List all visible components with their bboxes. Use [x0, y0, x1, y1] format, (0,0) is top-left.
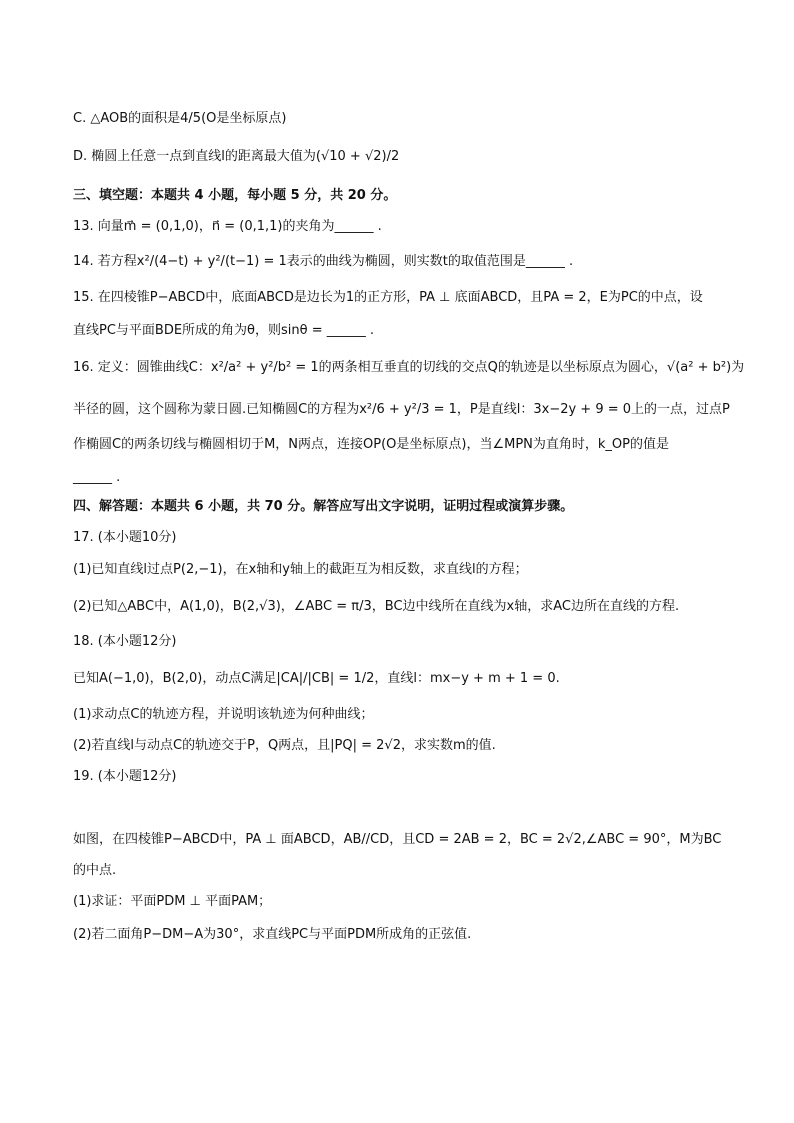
question-18-part-2: (2)若直线l与动点C的轨迹交于P，Q两点，且|PQ| = 2√2，求实数m的值.	[73, 738, 496, 753]
question-16-line-1: 16. 定义：圆锥曲线C：x²/a² + y²/b² = 1的两条相互垂直的切线的交点Q的轨迹是以坐标原点为圆心，√(a² + b²)为	[73, 360, 745, 375]
section-solutions: 四、解答题：本题共 6 小题，共 70 分。解答应写出文字说明，证明过程或演算步骤。	[73, 499, 574, 514]
option-d: D. 椭圆上任意一点到直线l的距离最大值为(√10 + √2)/2	[73, 149, 400, 164]
question-18-stem: 已知A(−1,0)，B(2,0)，动点C满足|CA|/|CB| = 1/2，直线l：mx−y + m + 1 = 0.	[73, 671, 560, 686]
option-c: C. △AOB的面积是4/5(O是坐标原点)	[73, 111, 287, 126]
question-16-line-2: 半径的圆，这个圆称为蒙日圆.已知椭圆C的方程为x²/6 + y²/3 = 1，P是直线l：3x−2y + 9 = 0上的一点，过点P	[73, 402, 730, 417]
question-19-stem-line-1: 如图，在四棱锥P−ABCD中，PA ⊥ 面ABCD，AB//CD，且CD = 2AB = 2，BC = 2√2,∠ABC = 90°，M为BC	[73, 832, 722, 847]
question-15-line-1: 15. 在四棱锥P−ABCD中，底面ABCD是边长为1的正方形，PA ⊥ 底面ABCD，且PA = 2，E为PC的中点，设	[73, 290, 703, 305]
question-17-part-2: (2)已知△ABC中，A(1,0)，B(2,√3)，∠ABC = π/3，BC边中线所在直线为x轴，求AC边所在直线的方程.	[73, 599, 680, 614]
question-19-part-1: (1)求证：平面PDM ⊥ 平面PAM；	[73, 894, 272, 909]
question-16-line-3: 作椭圆C的两条切线与椭圆相切于M，N两点，连接OP(O是坐标原点)，当∠MPN为直角时，k_OP的值是	[73, 437, 670, 452]
section-fill-in-blank: 三、填空题：本题共 4 小题，每小题 5 分，共 20 分。	[73, 188, 397, 203]
question-17-header: 17. (本小题10分)	[73, 530, 177, 545]
question-19-stem-line-2: 的中点.	[73, 863, 117, 878]
question-15-line-2: 直线PC与平面BDE所成的角为θ，则sinθ = ______ .	[73, 323, 375, 338]
question-16-line-4: ______ .	[73, 470, 121, 485]
question-14: 14. 若方程x²/(4−t) + y²/(t−1) = 1表示的曲线为椭圆，则实数t的取值范围是______ .	[73, 254, 574, 269]
question-19-header: 19. (本小题12分)	[73, 769, 177, 784]
question-13: 13. 向量m⃗ = (0,1,0)，n⃗ = (0,1,1)的夹角为______ .	[73, 219, 382, 234]
question-18-part-1: (1)求动点C的轨迹方程，并说明该轨迹为何种曲线；	[73, 707, 374, 722]
question-18-header: 18. (本小题12分)	[73, 634, 177, 649]
question-17-part-1: (1)已知直线l过点P(2,−1)，在x轴和y轴上的截距互为相反数，求直线l的方程；	[73, 562, 528, 577]
question-19-part-2: (2)若二面角P−DM−A为30°，求直线PC与平面PDM所成角的正弦值.	[73, 927, 472, 942]
